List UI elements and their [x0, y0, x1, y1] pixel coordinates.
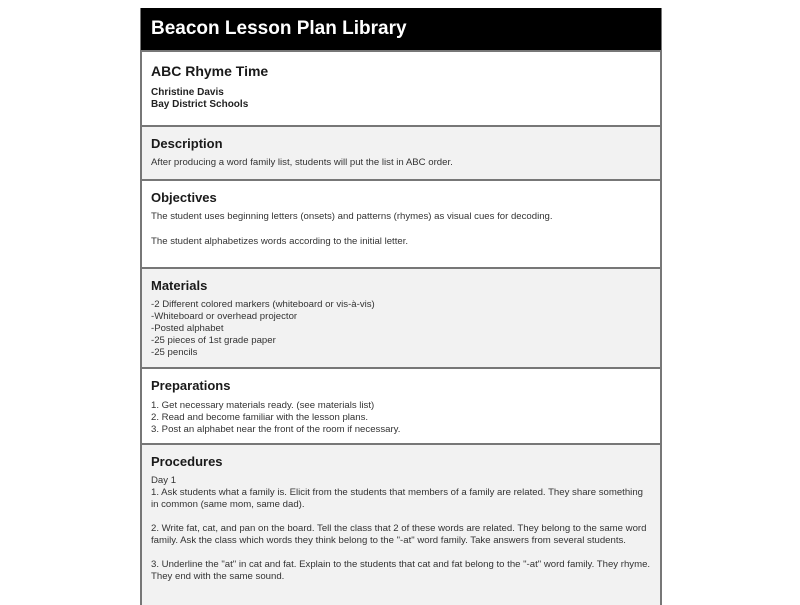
lesson-header — [142, 50, 660, 125]
materials-section — [142, 267, 660, 367]
description-text: After producing a word family list, students will put the list in ABC order. — [151, 157, 453, 168]
procedure-step: 2. Write fat, cat, and pan on the board. Tell the class that 2 of these words are related. They belong to the same word family. Ask the class which words they think belong to the "-at" word family. Take answers from several students. — [151, 523, 647, 546]
material-item: -25 pencils — [151, 347, 198, 358]
procedures-heading: Procedures — [151, 454, 223, 469]
objectives-heading: Objectives — [151, 190, 217, 205]
site-banner: Beacon Lesson Plan Library — [141, 8, 661, 50]
author-organization: Bay District Schools — [151, 99, 249, 110]
procedure-day-label: Day 1 — [151, 475, 177, 486]
preparation-item: 2. Read and become familiar with the lesson plans. — [151, 412, 369, 423]
preparation-item: 3. Post an alphabet near the front of the room if necessary. — [151, 424, 401, 435]
material-item: -Whiteboard or overhead projector — [151, 311, 298, 322]
procedure-step: 3. Underline the "at" in cat and fat. Explain to the students that cat and fat belong to the "-at" word family. They rhyme. They end with the same sound. — [151, 559, 651, 582]
material-item: -25 pieces of 1st grade paper — [151, 335, 276, 346]
objective-item: The student alphabetizes words according to the initial letter. — [151, 236, 409, 247]
objectives-section — [142, 179, 660, 267]
author-name: Christine Davis — [151, 87, 224, 98]
objective-item: The student uses beginning letters (onsets) and patterns (rhymes) as visual cues for decoding. — [151, 211, 553, 222]
preparations-list — [151, 400, 651, 436]
preparation-item: 1. Get necessary materials ready. (see materials list) — [151, 400, 375, 411]
materials-list — [151, 299, 651, 359]
lesson-plan-page — [140, 8, 662, 605]
materials-heading: Materials — [151, 278, 208, 293]
material-item: -Posted alphabet — [151, 323, 224, 334]
material-item: -2 Different colored markers (whiteboard or vis-à-vis) — [151, 299, 375, 310]
preparations-heading: Preparations — [151, 378, 231, 393]
preparations-section — [142, 367, 660, 443]
description-heading: Description — [151, 136, 223, 151]
description-section — [142, 125, 660, 179]
procedures-section — [142, 443, 660, 605]
lesson-title: ABC Rhyme Time — [151, 63, 269, 79]
procedure-step: 1. Ask students what a family is. Elicit from the students that members of a family are related. They share something in common (same mom, same dad). — [151, 487, 643, 510]
